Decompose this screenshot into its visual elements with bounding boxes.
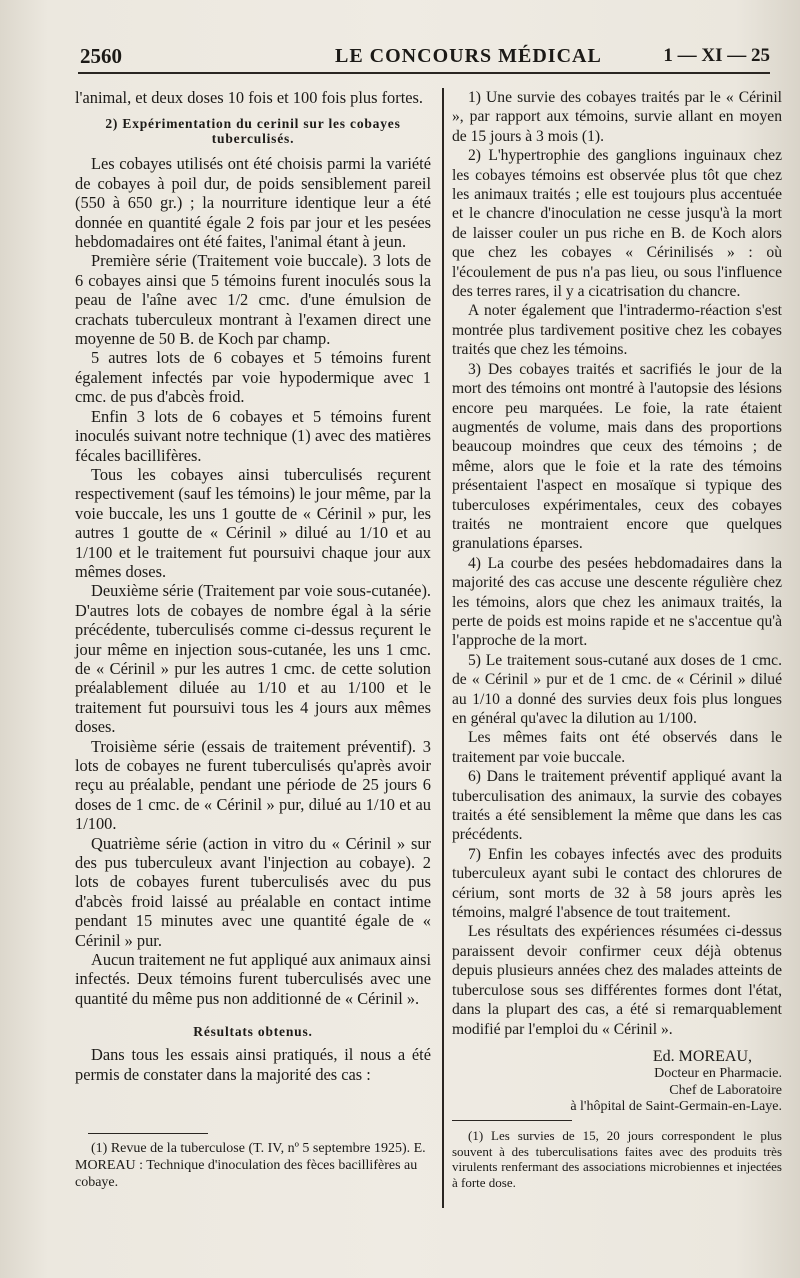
results-heading: Résultats obtenus. [193, 1024, 313, 1040]
page-number: 2560 [80, 44, 122, 68]
paragraph: 7) Enfin les cobayes infectés avec des produits tuberculeux ayant subi le contact des chlorures de cérium, sont morts de 32 à 58 jours après les témoins, malgré l'absence de tout traitement. [452, 845, 782, 922]
paragraph: 4) La courbe des pesées hebdomadaires dans la majorité des cas accuse une descente régulière chez les témoins, alors que chez les animaux traités, la perte de poids est moins rapide et ne s'accentue qu'à l'approche de la mort. [452, 554, 782, 650]
left-column [75, 88, 431, 1084]
signature-block [452, 1047, 782, 1116]
paragraph: 1) Une survie des cobayes traités par le « Cérinil », par rapport aux témoins, survie allant en moyen de 15 jours à 3 mois (1). [452, 89, 782, 145]
footnote-rule [88, 1133, 208, 1134]
issue-date: 1 — XI — 25 [663, 45, 770, 66]
paragraph: 3) Des cobayes traités et sacrifiés le jour de la mort des témoins ont montré à l'autopsie des lésions encore peu marquées. Le foie, la rate étaient augmentés de volume, mais dans des proportions beaucoup moindres que ceux des témoins ; de même, alors que le foie et la rate des témoins présentaient l'aspect en mosaïque si typique des tuberculoses expérimentales, ceux des cobayes traités ne montraient encore que quelques granulations éparses. [452, 360, 782, 553]
author-affiliation: à l'hôpital de Saint-Germain-en-Laye. [570, 1099, 782, 1115]
paragraph: Deuxième série (Traitement par voie sous-cutanée). D'autres lots de cobayes de nombre égal à la série précédente, tuberculisés comme ci-dessus reçurent le jour même en injection sous-cutanée, les uns 1 cmc. de « Cérinil » pur les autres 1 cmc. de cette solution préalablement diluée au 1/10 et au 1/100 et le traitement fut poursuivi tous les 4 jours aux mêmes doses. [75, 581, 431, 737]
header-rule [78, 72, 770, 74]
paragraph: Tous les cobayes ainsi tuberculisés reçurent respectivement (sauf les témoins) le jour même, par la voie buccale, les uns 1 goutte de « Cérinil » pur, les autres 1 goutte de « Cérinil » dilué au 1/10 et au 1/100 et le traitement fut poursuivi chaque jour aux mêmes doses. [75, 464, 431, 581]
footnote-text: (1) Revue de la tuberculose (T. IV, nº 5 septembre 1925). E. MOREAU : Technique d'inoculation des fèces bacillifères au cobaye. [75, 1141, 426, 1190]
paragraph: Les cobayes utilisés ont été choisis parmi la variété de cobayes à poil dur, de poids sensiblement pareil (550 à 650 gr.) ; la nourriture identique leur a été donnée en quantité égale 2 fois par jour et les pesées hebdomadaires ont été faites, l'animal étant à jeun. [75, 154, 431, 252]
paragraph: l'animal, et deux doses 10 fois et 100 fois plus fortes. [75, 88, 424, 107]
author-name: Ed. MOREAU, [652, 1047, 752, 1065]
paragraph: Les mêmes faits ont été observés dans le traitement par voie buccale. [452, 729, 782, 766]
paragraph: Première série (Traitement voie buccale). 3 lots de 6 cobayes ainsi que 5 témoins furent inoculés sous la peau de l'aîne avec 1/2 cmc. d'une émulsion de crachats tuberculeux montrant à l'examen direct une moyenne de 50 B. de Koch par champ. [75, 251, 431, 349]
paragraph: 2) L'hypertrophie des ganglions inguinaux chez les cobayes témoins est observée plus tôt que chez les animaux traités ; elle est toujours plus accentuée et le chancre d'inoculation ne cesse jusqu'à la mort de laisser couler un pus riche en B. de Koch alors que chez les cobayes « Cérinilisés » : où l'écoulement de pus n'a pas lieu, ou sous l'influence des terres rares, il y a cicatrisation du chancre. [452, 147, 782, 301]
paragraph: Aucun traitement ne fut appliqué aux animaux ainsi infectés. Deux témoins furent tuberculisés avec une quantité du même pus non additionné de « Cérinil ». [75, 950, 432, 1008]
author-title: Docteur en Pharmacie. [654, 1066, 782, 1082]
paragraph: 5 autres lots de 6 cobayes et 5 témoins furent également infectés par voie hypodermique avec 1 cmc. de pus d'abcès froid. [75, 348, 431, 407]
paragraph: Dans tous les essais ainsi pratiqués, il nous a été permis de constater dans la majorité des cas : [75, 1045, 431, 1084]
journal-title: LE CONCOURS MÉDICAL [335, 45, 602, 67]
section-heading: 2) Expérimentation du cerinil sur les cobayes tuberculisés. [105, 116, 401, 147]
paragraph: Enfin 3 lots de 6 cobayes et 5 témoins furent inoculés suivant notre technique (1) avec des matières fécales bacillifères. [75, 406, 431, 465]
paragraph: Troisième série (essais de traitement préventif). 3 lots de cobayes ne furent tuberculisés qu'après avoir reçu au préalable, pendant une période de 25 jours 6 doses de 1 cmc. de « Cérinil » pur, dilué au 1/10 et au 1/100. [75, 736, 431, 834]
paragraph: Quatrième série (action in vitro du « Cérinil » sur des pus tuberculeux avant l'injection au cobaye). 2 lots de cobayes furent tuberculisés avec du pus d'abcès froid laissé au préalable en contact intime pendant 15 minutes avec une quantité égale de « Cérinil » pur. [75, 833, 431, 950]
paragraph: Les résultats des expériences résumées ci-dessus paraissent devoir confirmer ceux déjà obtenus depuis plusieurs années chez des malades atteints de tuberculose sous ses différentes formes dont l'état, dans la plupart des cas, a été si remarquablement modifié par l'emploi du « Cérinil ». [452, 923, 782, 1038]
paragraph: A noter également que l'intradermo-réaction s'est montrée plus tardivement positive chez les cobayes traités que chez les témoins. [452, 302, 782, 359]
footnote-right [452, 1128, 782, 1190]
right-column [452, 88, 782, 1116]
footnote-rule [452, 1120, 572, 1121]
footnote-left [75, 1140, 431, 1191]
author-position: Chef de Laboratoire [669, 1082, 782, 1098]
column-divider [442, 88, 444, 1208]
paragraph: 6) Dans le traitement préventif appliqué avant la tuberculisation des animaux, la survie des cobayes traités a été sensiblement la même que dans les cas précédents. [452, 768, 782, 844]
paragraph: 5) Le traitement sous-cutané aux doses de 1 cmc. de « Cérinil » pur et de 1 cmc. de « Cérinil » dilué au 1/10 a donné des survies deux fois plus longues en général qu'avec la dilution au 1/100. [452, 651, 782, 727]
footnote-text: (1) Les survies de 15, 20 jours correspondent le plus souvent à des tuberculisations faites avec des produits très virulents renfermant des associations microbiennes et injectées à forte dose. [452, 1128, 782, 1190]
page-header [80, 44, 770, 70]
